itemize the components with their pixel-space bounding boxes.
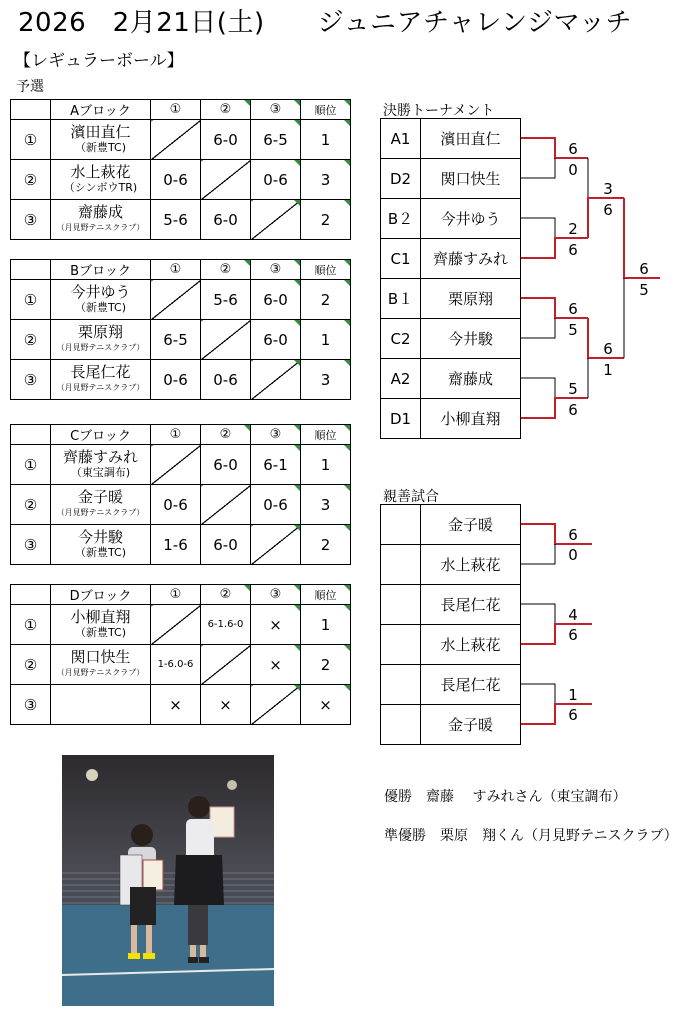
row-number: ③ (11, 685, 51, 725)
player-name: 栗原翔 (421, 279, 521, 319)
score: 6 (568, 706, 578, 724)
match-score: 6-5 (151, 320, 201, 360)
player-name: 長尾仁花 (421, 665, 521, 705)
row-number: ② (11, 645, 51, 685)
player-club: （新豊TC) (74, 626, 127, 639)
player-name: 水上萩花 (70, 163, 131, 181)
rank-cell: 1 (301, 445, 351, 485)
bracket-line (521, 378, 555, 398)
friendly-row (381, 545, 521, 585)
row-number: ③ (11, 360, 51, 400)
match-score: 6-0 (201, 200, 251, 240)
row-number: ③ (11, 525, 51, 565)
score: 5 (568, 380, 578, 398)
player-name: 小柳直翔 (70, 608, 131, 626)
match-score: 6-0 (201, 445, 251, 485)
header-cell: ③ (251, 585, 301, 605)
friendly-label: 親善試合 (383, 489, 439, 505)
rank-cell: 3 (301, 360, 351, 400)
header-cell: 順位 (301, 425, 351, 445)
score: 6 (568, 526, 578, 544)
player-name: 今井駿 (421, 319, 521, 359)
friendly-table (380, 504, 521, 745)
header-cell: ② (201, 585, 251, 605)
player-name: 今井ゆう (421, 199, 521, 239)
friendly-row (381, 585, 521, 625)
player-name: 関口快生 (70, 648, 131, 666)
player-name: 齊藤すみれ (62, 448, 138, 466)
friendly-row (381, 705, 521, 745)
header-cell: ③ (251, 260, 301, 280)
rank-cell: 3 (301, 160, 351, 200)
score: 6 (568, 626, 578, 644)
rank-cell: 2 (301, 525, 351, 565)
header-cell: ① (151, 100, 201, 120)
row-number: ① (11, 280, 51, 320)
match-score: 6-0 (201, 525, 251, 565)
category-label: 【レギュラーボール】 (14, 51, 184, 71)
player-name: 濱田直仁 (421, 119, 521, 159)
score: 4 (568, 606, 578, 624)
header-cell: ① (151, 585, 201, 605)
match-score: 0-6 (251, 485, 301, 525)
match-score: 5-6 (151, 200, 201, 240)
seed: B１ (381, 279, 421, 319)
score: 6 (568, 401, 578, 419)
winner-text: 優勝 齋藤 すみれさん（東宝調布） (384, 789, 627, 805)
header-cell: ③ (251, 425, 301, 445)
match-score: 6-1.6-0 (201, 605, 251, 645)
player-name: 齊藤すみれ (421, 239, 521, 279)
header-cell: ② (201, 425, 251, 445)
match-score: 6-1 (251, 445, 301, 485)
player-club: （新豊TC) (74, 546, 127, 559)
bracket-line-winner (521, 624, 592, 644)
friendly-row (381, 625, 521, 665)
match-score: 0-6 (251, 160, 301, 200)
match-score: 0-6 (201, 360, 251, 400)
bracket-line (521, 684, 555, 704)
match-score: 0-6 (151, 160, 201, 200)
block-name: Aブロック (51, 100, 151, 120)
header-cell: 順位 (301, 585, 351, 605)
rank-cell: 2 (301, 200, 351, 240)
player-club: （月見野テニスクラブ） (56, 343, 145, 352)
match-score: × (151, 685, 201, 725)
player-club: （月見野テニスクラブ） (56, 668, 145, 677)
player-club: （新豊TC) (74, 301, 127, 314)
score: 5 (568, 321, 578, 339)
player-name: 金子暖 (77, 488, 123, 506)
page-title: 2026 2月21日(土) ジュニアチャレンジマッチ (18, 8, 632, 38)
player-name: 今井ゆう (70, 283, 131, 301)
player-name: 齋藤成 (421, 359, 521, 399)
match-score: × (201, 685, 251, 725)
player-club: （シンボウTR) (63, 181, 138, 194)
header-cell: 順位 (301, 100, 351, 120)
score: 5 (639, 281, 649, 299)
score: 0 (568, 546, 578, 564)
bracket-line-winner (521, 704, 592, 724)
bracket-line (521, 604, 555, 624)
score: 6 (568, 300, 578, 318)
rank-cell: 1 (301, 605, 351, 645)
match-score: × (251, 605, 301, 645)
rank-cell: 2 (301, 280, 351, 320)
row-number: ② (11, 485, 51, 525)
row-number: ① (11, 605, 51, 645)
row-number: ② (11, 320, 51, 360)
runner-up-text: 準優勝 栗原 翔くん（月見野テニスクラブ） (384, 828, 678, 844)
score: 3 (603, 180, 613, 198)
score: 6 (603, 201, 613, 219)
player-name: 金子暖 (421, 705, 521, 745)
player-name: 栗原翔 (77, 323, 123, 341)
header-cell: 順位 (301, 260, 351, 280)
score: 6 (639, 260, 649, 278)
final-tournament-label: 決勝トーナメント (383, 103, 495, 119)
header-cell: ③ (251, 100, 301, 120)
block-name: Cブロック (51, 425, 151, 445)
friendly-row (381, 505, 521, 545)
score: 1 (568, 686, 578, 704)
player-club: （月見野テニスクラブ） (56, 508, 145, 517)
row-number: ② (11, 160, 51, 200)
player-name: 金子暖 (421, 505, 521, 545)
friendly-row (381, 665, 521, 705)
header-cell: ① (151, 425, 201, 445)
match-score: × (251, 645, 301, 685)
row-number: ③ (11, 200, 51, 240)
score: 0 (568, 161, 578, 179)
player-name: 水上萩花 (421, 545, 521, 585)
player-name: 小柳直翔 (421, 399, 521, 439)
match-score: 6-0 (251, 280, 301, 320)
match-score: 5-6 (201, 280, 251, 320)
player-club: （月見野テニスクラブ） (56, 223, 145, 232)
match-score: 0-6 (151, 360, 201, 400)
match-score: 6-5 (251, 120, 301, 160)
bracket-line-winner (521, 524, 592, 544)
player-name: 長尾仁花 (70, 363, 131, 381)
seed: B２ (381, 199, 421, 239)
score: 2 (568, 220, 578, 238)
player-name: 濱田直仁 (70, 123, 131, 141)
rank-cell: 1 (301, 320, 351, 360)
block-name: Dブロック (51, 585, 151, 605)
header-cell: ② (201, 260, 251, 280)
header-cell: ② (201, 100, 251, 120)
bracket-line (521, 318, 555, 338)
score: 6 (603, 340, 613, 358)
bracket-line (521, 544, 555, 564)
seed: D1 (381, 399, 421, 439)
header-cell: ① (151, 260, 201, 280)
player-name: 長尾仁花 (421, 585, 521, 625)
score: 6 (568, 140, 578, 158)
seed: C1 (381, 239, 421, 279)
match-score: 6-0 (201, 120, 251, 160)
match-score: 6-0 (251, 320, 301, 360)
prelim-label: 予選 (16, 79, 44, 95)
player-name: 水上萩花 (421, 625, 521, 665)
score: 1 (603, 361, 613, 379)
rank-cell: 3 (301, 485, 351, 525)
rank-cell: 1 (301, 120, 351, 160)
bracket-line (521, 218, 555, 238)
seed: A1 (381, 119, 421, 159)
player-club: （新豊TC) (74, 141, 127, 154)
player-club: （月見野テニスクラブ） (56, 383, 145, 392)
player-name: 齋藤成 (77, 203, 123, 221)
player-name: 関口快生 (421, 159, 521, 199)
seed: C2 (381, 319, 421, 359)
player-club: （東宝調布) (70, 466, 131, 479)
match-score: 1-6.0-6 (151, 645, 201, 685)
bracket-line (521, 158, 555, 178)
seed: D2 (381, 159, 421, 199)
block-name: Bブロック (51, 260, 151, 280)
row-number: ① (11, 120, 51, 160)
match-score: 0-6 (151, 485, 201, 525)
row-number: ① (11, 445, 51, 485)
score: 6 (568, 241, 578, 259)
rank-cell: 2 (301, 645, 351, 685)
match-score: 1-6 (151, 525, 201, 565)
rank-cell: × (301, 685, 351, 725)
seed: A2 (381, 359, 421, 399)
winners-photo (62, 755, 274, 1006)
player-name: 今井駿 (77, 528, 123, 546)
